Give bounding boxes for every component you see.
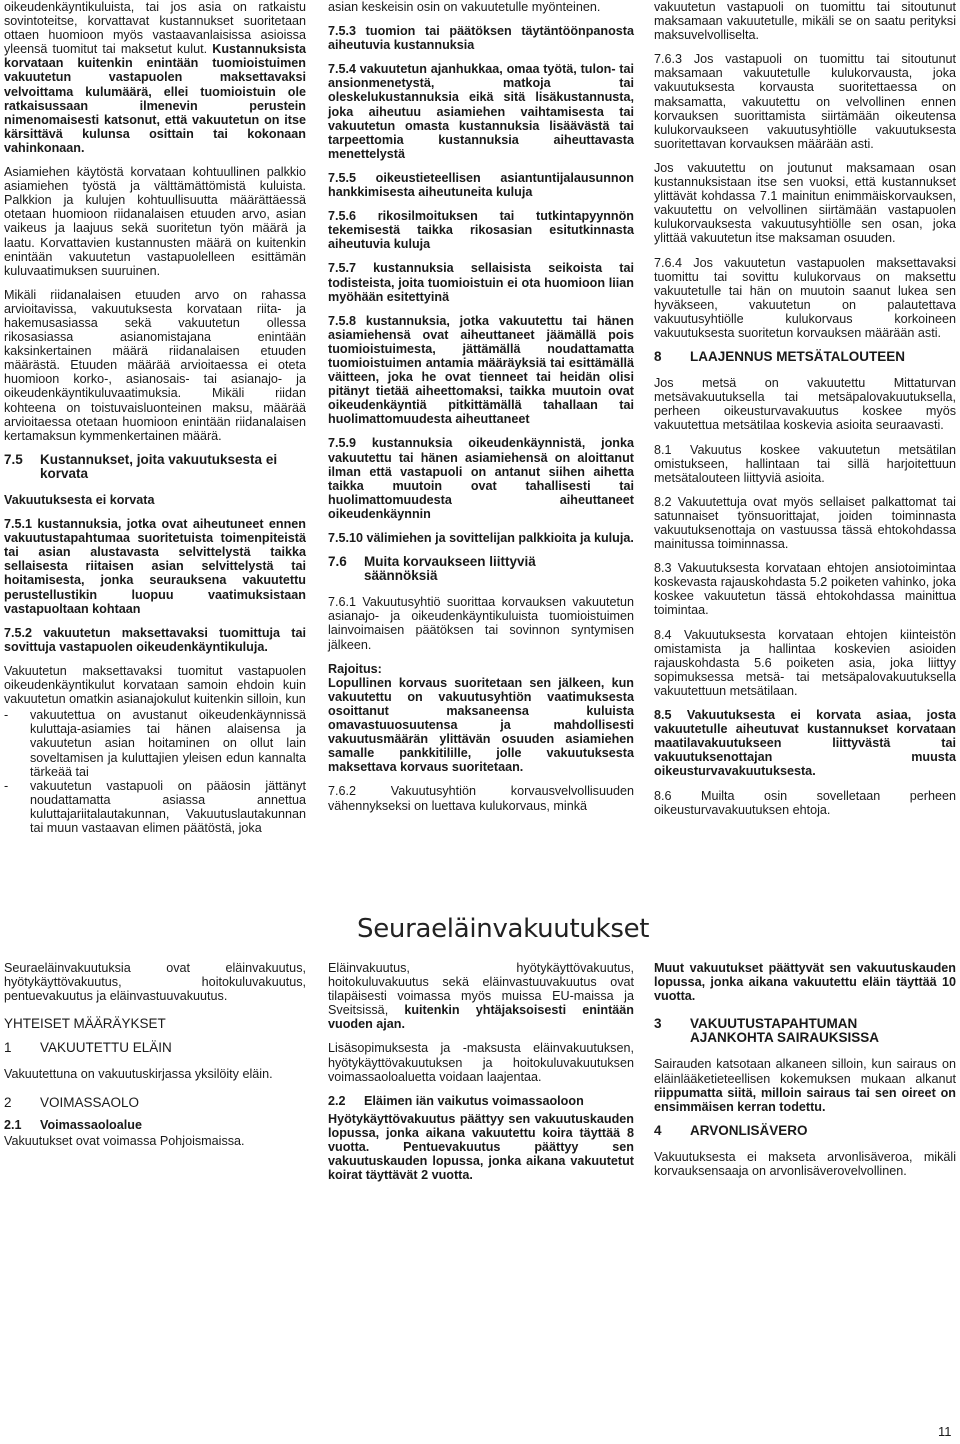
bottom-column-3 [654,961,956,1188]
heading-4 [654,1124,956,1138]
list-item-text: vakuutetun vastapuoli on pääosin jättänyt noudattamatta asiassa annettua kuluttajariitalautakunnan, Vakuutuslautakunnan tai muun vastaavan elimen päätöstä, joka [30,778,306,835]
heading-7-6 [328,555,634,583]
heading-number: 1 [4,1040,12,1056]
paragraph: Asiamiehen käytöstä korvataan kohtuullinen palkkio asiamiehen työstä ja välttämättömistä kuluista. Palkkion ja kulujen kohtuullisuutta määrättäessä otetaan huomioon riidanalaisen etuuden arvo, asian vaikeus ja laajuus sekä suoritetun työn määrä ja laatu. Korvattavien kustannusten määrä on kuitenkin enintään vakuutetun vastapuolelleen esittämän kuluvaatimuksen suuruinen. [4,165,306,278]
heading-7-5 [4,453,306,481]
paragraph [328,961,634,1031]
paragraph: Vakuutetun maksettavaksi tuomitut vastapuolen oikeudenkäyntikulut korvataan samoin ehdoin kuin vakuutetun omatkin asianajokulut kuitenkin silloin, kun [4,663,306,707]
dash-marker: - [4,778,9,793]
paragraph: 8.4 Vakuutuksesta korvataan ehtojen kiinteistön omistamista ja hallintaa koskevien asioiden rajauskohdasta 5.6 poiketen asia, joka liittyy sopimuksessa metsä- tai metsäpalovakuutuksella vakuutettuun metsätilaan. [654,627,956,698]
list-item-text: vakuutettua on avustanut oikeudenkäynnissä kuluttaja-asiamies tai hänen alaisensa ja vakuutetun asian hoitaminen on ollut lain soveltamisen ja kuluttajien yleisen edun kannalta tärkeää tai [30,708,306,779]
heading-number: 2 [4,1094,12,1110]
heading-text: LAAJENNUS METSÄTALOUTEEN [690,349,906,365]
paragraph: 7.6.4 Jos vakuutetun vastapuolen maksettavaksi tuomittu tai sovittu kulukorvaus on maksettu vakuutetulle tai hän on muutoin saanut lukea sen hyväkseen, vakuutetun on palautettava vakuutusyhtiölle kulukorvaus korkoineen vakuutuksesta suoritetun korvauksen määrään asti. [654,255,956,340]
paragraph: 7.6.3 Jos vastapuoli on tuomittu tai sitoutunut maksamaan vakuutetulle kulukorvausta, joka vakuutuksesta korvausta suoritettaessa on maksamatta, vakuutettu on velvollinen ennen korvauksen suorittamista siirtämään oikeutensa kulukorvaukseen vakuutusyhtiölle vakuutuksesta suoritettavan korvauksen määrään asti. [654,52,956,151]
dash-marker: - [4,708,9,723]
heading-number: 7.5 [4,451,23,467]
heading-number: 7.6 [328,554,347,570]
heading-text: Kustannukset, joita vakuutuksesta ei korvata [40,451,278,481]
paragraph: Vakuutettuna on vakuutuskirjassa yksilöity eläin. [4,1067,273,1082]
paragraph: Seuraeläinvakuutuksia ovat eläinvakuutus, hyötykäyttövakuutus, hoitokuluvakuutus, pentuevakuutus ja eläinvastuuvakuutus. [4,961,306,1004]
paragraph: 7.5.6 rikosilmoituksen tai tutkintapyynnön tekemisestä taikka rikosasian esitutkinnasta aiheutuvia kuluja [328,209,634,252]
heading-number: 4 [654,1122,662,1138]
list-item [4,708,306,778]
paragraph: 8.6 Muilta osin sovelletaan perheen oikeusturvavakuutuksen ehtoja. [654,788,956,817]
paragraph: 7.6.2 Vakuutusyhtiön korvausvelvollisuuden vähennykseksi on luettava kulukorvaus, minkä [328,784,634,813]
paragraph: 7.5.7 kustannuksia sellaisista seikoista tai todisteista, joita tuomioistuin ei ota huomioon liian myöhään esitettyinä [328,261,634,304]
paragraph: Jos vakuutettu on joutunut maksamaan osan kustannuksistaan itse sen vuoksi, että kustannukset ylittävät kohdassa 7.1 mainitun enimmäiskorvauksen, vakuutettu on velvollinen siirtämään vastapuolen kulukorvauksesta vakuutusyhtiölle sen osan, joka ylittää vakuutetun itse maksaman osuuden. [654,160,956,246]
heading-2 [4,1096,306,1110]
paragraph: asian keskeisin osin on vakuutetulle myönteinen. [328,0,601,14]
paragraph: Mikäli riidanalaisen etuuden arvo on rahassa arvioitavissa, vakuutuksesta korvataan riita- ja hakemusasiassa sekä vakuutetun ollessa rikosasiassa asianomistajana enintään kaksinkertainen määrä riidanalaisen etuuden määrästä. Etuuden määrää arvioitaessa ei oteta huomioon korko-, asianosais- tai asianajo- ja oikeudenkäyntikuluvaatimuksia. Mikäli riidan kohteena on toistuvaisluonteinen maksu, määrää arvioitaessa otetaan huomioon enintään riidanalaisen kertamaksun kymmenkertainen määrä. [4,287,306,443]
heading-common: YHTEISET MÄÄRÄYKSET [4,1016,166,1032]
paragraph: Lopullinen korvaus suoritetaan sen jälkeen, kun vakuutettu on vakuutusyhtiön vaatimuksesta osoittanut maksaneensa kuluista omavastuuosuutensa ja mahdollisesti vakuutusmäärän ylittävän osuuden asiamiehen samalle pankkitilille, jolle vakuutuksesta maksettava korvaus suoritetaan. [328,675,634,775]
text-bold: kuitenkin yhtäjaksoisesti enintään vuoden ajan. [328,1003,634,1032]
heading-8 [654,350,956,364]
text-bold: Kustannuksista korvataan kuitenkin enintään tuomioistuimen vakuutetun vastapuolen maksettavaksi velvoittama kulumäärä, ellei tuomioistuin ole ratkaisussaan ilmenevin perustein nimenomaisesti katsonut, että vakuutetun on itse kärsittävä kulunsa osittain tai kokonaan vahinkonaan. [4,42,307,155]
paragraph: Muut vakuutukset päättyvät sen vakuutuskauden lopussa, jonka aikana vakuutettu eläin täyttää 10 vuotta. [654,961,956,1004]
text-bold: riippumatta siitä, milloin sairaus tai sen oireet on ensimmäisen kerran todettu. [654,1085,956,1114]
heading-text: VOIMASSAOLO [40,1094,140,1110]
section-title: Seuraeläinvakuutukset [357,914,650,944]
column-2 [328,0,634,823]
paragraph: Hyötykäyttövakuutus päättyy sen vakuutuskauden lopussa, jonka aikana vakuutettu koira täyttää 8 vuotta. Pentuevakuutus päättyy sen vakuutuskauden lopussa, jonka aikana vakuutetut koirat täyttävät 2 vuotta. [328,1111,634,1183]
text: Eläinvakuutus, hyötykäyttövakuutus, hoitokuluvakuutus sekä eläinvastuuvakuutus ovat tilapäisesti voimassa myös muissa EU-maissa ja Sveitsissä, [328,961,634,1018]
paragraph: 8.5 Vakuutuksesta ei korvata asiaa, josta vakuutetulle aiheutuvat kustannukset korvataan maatilavakuutukseen liittyvästä tai vakuutuksenottajan muusta oikeusturvavakuutuksesta. [654,708,956,779]
heading-number: 2.2 [328,1093,346,1108]
paragraph [654,1057,956,1113]
heading-text: ARVONLISÄVERO [690,1122,808,1138]
paragraph: 8.2 Vakuutettuja ovat myös sellaiset palkattomat tai satunnaiset työnsuorittajat, joiden toiminnasta vakuutuksenottaja on vastuussa tässä ehtokohdassa mainitussa toiminnassa. [654,494,956,552]
bottom-column-2 [328,961,634,1192]
paragraph: 7.5.4 vakuutetun ajanhukkaa, omaa työtä, tulon- tai ansionmenetystä, matkoja tai oleskelukustannuksia eikä sitä lisäkustannusta, joka aiheutuu asiamiehen vaihtamisesta tai vakuutetun omasta kustannuksia lisäävästä tai tarpeettomia kustannuksia aiheuttavasta menettelystä [328,62,634,161]
heading-number: 2.1 [4,1117,22,1132]
paragraph: 7.5.2 vakuutetun maksettavaksi tuomittuja tai sovittuja vastapuolen oikeudenkäyntikuluja. [4,625,306,654]
paragraph: 7.5.1 kustannuksia, jotka ovat aiheutuneet ennen vakuutustapahtumaa suoritetuista toimenpiteistä tai asian alustavasta selvittelystä taikka sellaisesta riitaisen asian selvittelystä tai hoitamisesta, jonka seurauksena vakuutettu perustellustikin luopuu vaatimuksistaan vastapuoltaan kohtaan [4,517,306,616]
paragraph: 7.5.5 oikeustieteellisen asiantuntijalausunnon hankkimisesta aiheutuneita kuluja [328,170,634,200]
paragraph: Lisäsopimuksesta ja -maksusta eläinvakuutuksen, hyötykäyttövakuutuksen ja hoitokuluvakuutuksen voimassaoloaluetta voidaan laajentaa. [328,1041,634,1084]
label: Rajoitus: [328,661,382,676]
heading-2-2 [328,1094,634,1108]
bottom-column-1 [4,961,306,1158]
paragraph: 7.5.9 kustannuksia oikeudenkäynnistä, jonka vakuutettu tai hänen asiamiehensä on aloittanut ilman että vastapuoli on antanut siihen aihetta taikka muutoin ovat tahallisesti tai huolimattomuudesta aiheuttaneet oikeudenkäynnin [328,436,634,521]
paragraph: 7.5.10 välimiehen ja sovittelijan palkkioita ja kuluja. [328,531,634,545]
paragraph: Vakuutuksesta ei makseta arvonlisäveroa, mikäli korvauksensaaja on arvonlisäverovelvollinen. [654,1149,956,1179]
paragraph [4,0,306,155]
paragraph: Vakuutukset ovat voimassa Pohjoismaissa. [4,1133,245,1148]
paragraph: 8.3 Vakuutuksesta korvataan ehtojen ansiotoimintaa koskevasta rajauskohdasta 5.2 poiketen vahinko, joka koskee vakuutetun tässä ehtokohdassa mainittua toimintaa. [654,561,956,618]
heading-text: Muita korvaukseen liittyviä säännöksiä [364,554,536,584]
list-item [4,779,306,835]
text: oikeudenkäyntikuluista, tai jos asia on ratkaistu sovintoteitse, korvattavat kustannukset suoritetaan ottaen huomioon myös vastaavanlaisissa asioissa yleensä tuomitut tai maksetut kulut. [4,0,306,57]
paragraph: 7.5.3 tuomion tai päätöksen täytäntöönpanosta aiheutuvia kustannuksia [328,24,634,53]
heading-text: VAKUUTUSTAPAHTUMAN AJANKOHTA SAIRAUKSISSA [690,1016,880,1046]
heading-text: VAKUUTETTU ELÄIN [40,1040,172,1056]
paragraph: 8.1 Vakuutus koskee vakuutetun metsätilan omistukseen, hallintaan tai sillä harjoitettuun metsätalouteen liittyviä asioita. [654,442,956,485]
heading-text: Eläimen iän vaikutus voimassaoloon [364,1093,584,1108]
paragraph: vakuutetun vastapuoli on tuomittu tai sitoutunut maksamaan vakuutetulle, mikäli se on saatu perityksi maksuvelvolliselta. [654,0,956,43]
paragraph: 7.6.1 Vakuutusyhtiö suorittaa korvauksen vakuutetun asianajo- ja oikeudenkäyntikuluista tuomioistuimen lainvoimaisen päätöksen tai sovinnon syntymisen jälkeen. [328,595,634,652]
heading-number: 8 [654,349,662,365]
column-3 [654,0,956,827]
page-number: 11 [938,1424,952,1439]
paragraph: 7.5.8 kustannuksia, jotka vakuutettu tai hänen asiamiehensä ovat aiheuttaneet jäämällä pois tuomioistuimesta, jättämällä noudattamatta tuomioistuimen antamia määräyksiä tai esittämällä väitteen, joka he ovat tienneet tai heidän olisi pitänyt tietää aiheettomaksi, taikka muutoin ovat oikeudenkäyntiä pitkittämällä tahallaan tai huolimattomuudesta aiheuttaneet [328,313,634,427]
heading-1 [4,1041,306,1055]
heading-2-1 [4,1118,306,1132]
heading-3 [654,1017,956,1045]
column-1 [4,0,306,835]
heading-number: 3 [654,1016,662,1032]
text: Sairauden katsotaan alkaneen silloin, kun sairaus on eläinlääketieteellisen kokemuksen mukaan alkanut [654,1057,956,1086]
subheading: Vakuutuksesta ei korvata [4,493,155,507]
paragraph: Jos metsä on vakuutettu Mittaturvan metsävakuutuksella tai metsäpalovakuutuksella, perheen oikeusturvavakuutus koskee myös vakuutettua metsätilaa koskevia asioita seuraavasti. [654,376,956,433]
heading-text: Voimassaoloalue [40,1117,142,1132]
